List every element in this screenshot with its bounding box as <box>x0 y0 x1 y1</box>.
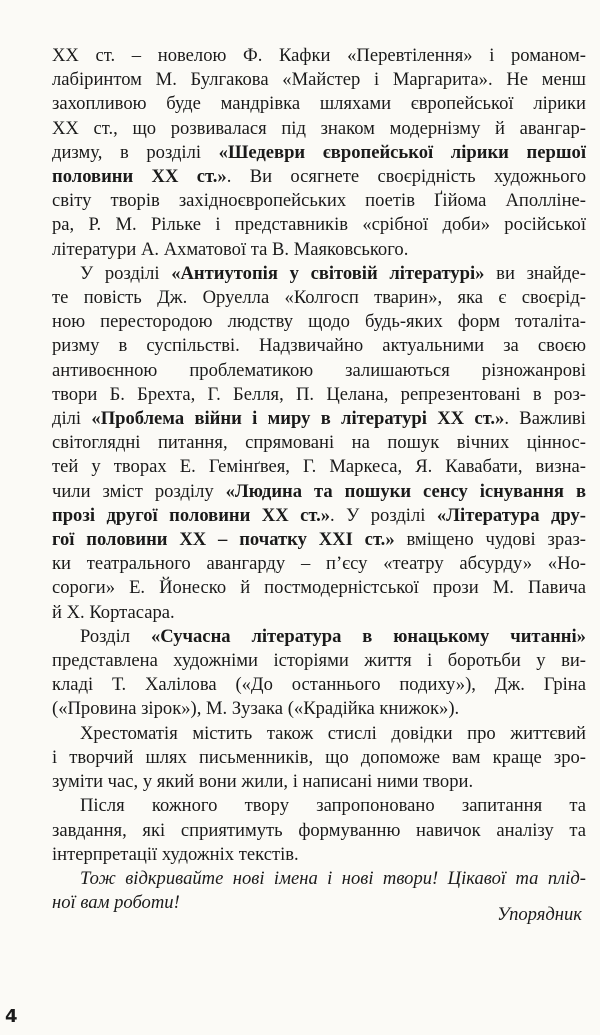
text-run: . Важливі <box>504 408 586 430</box>
text-run: ділі <box>52 408 92 430</box>
text-run: вміщено чудові зраз- <box>394 529 586 551</box>
text-line <box>52 867 586 891</box>
section-title: «Проблема війни і миру в літературі XX ст.» <box>91 408 505 430</box>
text-line <box>52 286 586 310</box>
text-line <box>52 528 586 552</box>
paragraph-p1 <box>52 44 586 262</box>
section-title: «Література дру- <box>436 504 586 526</box>
signature: Упорядник <box>497 904 582 925</box>
text-line <box>52 383 586 407</box>
text-run: . У розділі <box>330 504 437 526</box>
paragraph-p3 <box>52 625 586 722</box>
text-run: твори Б. Брехта, Г. Белля, П. Целана, репрезентовані в роз- <box>52 383 586 405</box>
section-title: «Людина та пошуки сенсу існування в <box>225 480 586 502</box>
paragraph-p5 <box>52 794 586 867</box>
text-line <box>52 552 586 576</box>
text-line <box>52 238 586 262</box>
text-run: ною перестородою людству щодо будь-яких форм тоталіта- <box>52 311 586 333</box>
text-line <box>52 794 586 818</box>
text-line <box>52 819 586 843</box>
text-run: світу творів західноєвропейських поетів Ґійома Аполліне- <box>52 190 586 212</box>
page-number: 4 <box>5 1006 18 1027</box>
paragraph-p2 <box>52 262 586 625</box>
text-run: завдання, які сприятимуть формуванню навичок аналізу та <box>52 819 586 841</box>
text-line <box>52 576 586 600</box>
text-run: захопливою буде мандрівка шляхами європейської лірики <box>52 93 586 115</box>
text-run: («Провина зірок»), М. Зузака («Крадійка книжок»). <box>52 698 460 720</box>
text-line <box>52 141 586 165</box>
text-line <box>52 359 586 383</box>
text-line <box>52 649 586 673</box>
text-run: Розділ <box>80 625 151 647</box>
text-line <box>52 673 586 697</box>
text-line <box>52 697 586 721</box>
text-run: світоглядні питання, спрямовані на пошук вічних ціннос- <box>52 432 586 454</box>
paragraph-p4 <box>52 722 586 795</box>
text-run: ки театрального авангарду – п’єсу «театру абсурду» «Но- <box>52 553 586 575</box>
text-line <box>52 480 586 504</box>
page-body <box>52 44 586 915</box>
text-line <box>52 334 586 358</box>
text-run: інтерпретації художніх текстів. <box>52 843 299 865</box>
section-title: гої половини XX – початку XXI ст.» <box>52 529 395 551</box>
text-run: Тож відкривайте нові імена і нові твори! Цікавої та плід- <box>80 867 586 889</box>
text-run: тей у творах Е. Гемінґвея, Г. Маркеса, Я. Кавабати, визна- <box>52 456 586 478</box>
text-line <box>52 431 586 455</box>
text-line <box>52 625 586 649</box>
text-line <box>52 92 586 116</box>
text-run: те повість Дж. Оруелла «Колгосп тварин», яка є своєрід- <box>52 287 586 309</box>
text-line <box>52 601 586 625</box>
text-run: дизму, в розділі <box>52 141 219 163</box>
text-line <box>52 504 586 528</box>
text-run: літератури А. Ахматової та В. Маяковського. <box>52 238 409 260</box>
text-run: лабіринтом М. Булгакова «Майстер і Маргарита». Не менш <box>52 69 586 91</box>
section-title: «Сучасна література в юнацькому читанні» <box>150 625 586 647</box>
text-run: XX ст., що розвивалася під знаком модернізму й авангар- <box>52 117 586 139</box>
text-line <box>52 117 586 141</box>
text-line <box>52 68 586 92</box>
text-line <box>52 165 586 189</box>
text-line <box>52 189 586 213</box>
section-title: половини XX ст.» <box>52 166 227 188</box>
text-line <box>52 843 586 867</box>
text-run: Після кожного твору запропоновано запитання та <box>80 795 586 817</box>
text-run: зуміти час, у який вони жили, і написані ними твори. <box>52 771 474 793</box>
section-title: прозі другої половини XX ст.» <box>52 504 331 526</box>
text-run: ної вам роботи! <box>52 892 180 914</box>
text-line <box>52 310 586 334</box>
text-run: . Ви осягнете своєрідність художнього <box>226 166 586 188</box>
text-run: У розділі <box>80 262 172 284</box>
text-line <box>52 407 586 431</box>
text-run: ризму в суспільстві. Надзвичайно актуальними за своєю <box>52 335 586 357</box>
section-title: «Шедеври європейської лірики першої <box>218 141 586 163</box>
text-line <box>52 770 586 794</box>
text-run: представлена художніми історіями життя і боротьби у ви- <box>52 650 586 672</box>
text-line <box>52 455 586 479</box>
text-run: ра, Р. М. Рільке і представників «срібної доби» російської <box>52 214 586 236</box>
text-line <box>52 213 586 237</box>
text-run: й Х. Кортасара. <box>52 601 175 623</box>
text-line <box>52 262 586 286</box>
text-run: і творчий шлях письменників, що допоможе вам краще зро- <box>52 746 586 768</box>
text-run: антивоєнною проблематикою залишаються різножанрові <box>52 359 586 381</box>
text-run: ви знайде- <box>484 262 586 284</box>
section-title: «Антиутопія у світовій літературі» <box>171 262 485 284</box>
text-line <box>52 722 586 746</box>
text-run: XX ст. – новелою Ф. Кафки «Перевтілення» і романом- <box>52 45 586 66</box>
text-line <box>52 746 586 770</box>
text-run: кладі Т. Халілова («До останнього подиху»), Дж. Гріна <box>52 674 586 696</box>
text-line <box>52 44 586 68</box>
text-run: сороги» Е. Йонеско й постмодерністської прози М. Павича <box>52 577 586 599</box>
text-run: чили зміст розділу <box>52 480 226 502</box>
text-run: Хрестоматія містить також стислі довідки про життєвий <box>80 722 586 744</box>
